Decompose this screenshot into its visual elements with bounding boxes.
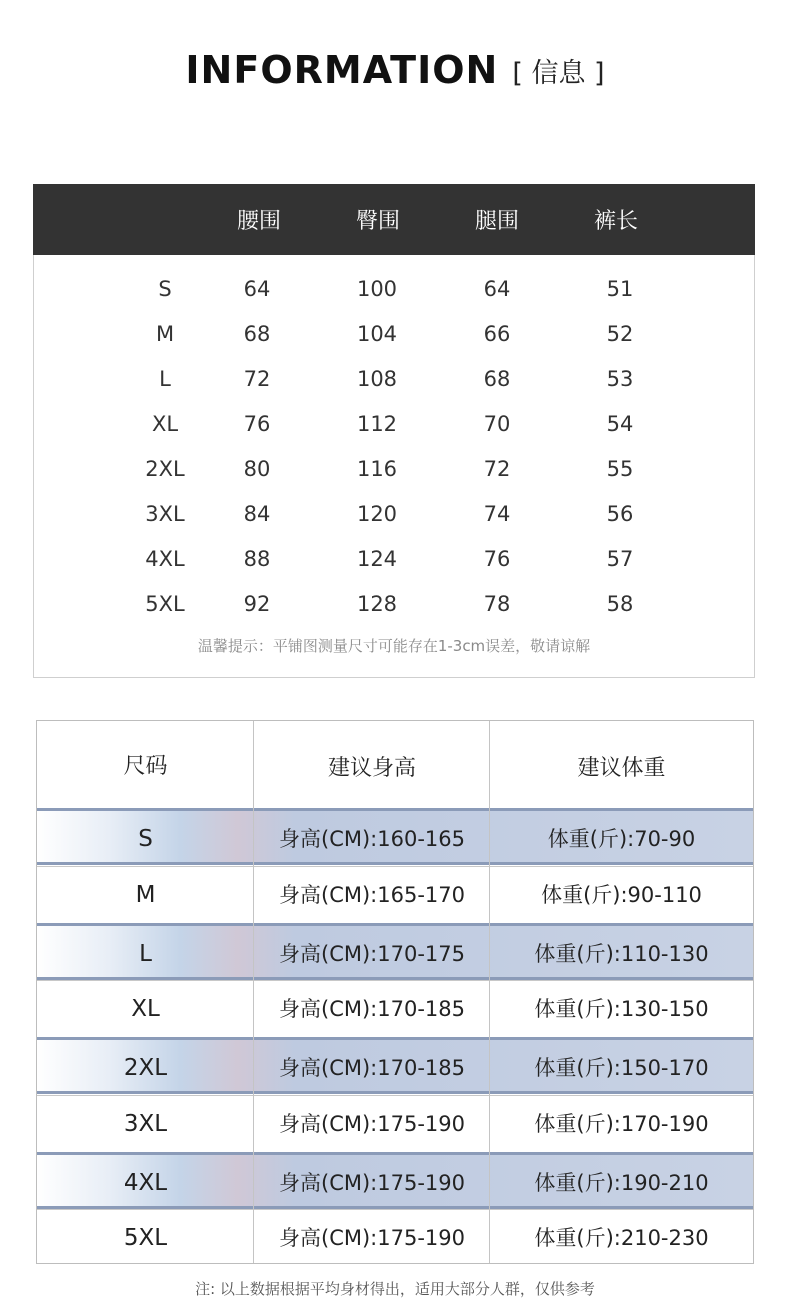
table-cell: 64 [483,277,511,301]
table-row [37,1095,753,1152]
table-cell: 120 [356,502,398,526]
size-label: 4XL [123,1170,168,1196]
height-cell: 身高(CM):175-190 [279,1112,465,1136]
table-cell: 88 [243,547,271,571]
measurement-note: 温馨提示：平铺图测量尺寸可能存在1-3cm误差，敬请谅解 [197,637,591,655]
table-row [34,497,754,531]
table-cell: 53 [606,367,634,391]
table-cell: 74 [483,502,511,526]
column-divider [253,721,254,1263]
table-row [37,1037,753,1094]
table-cell: 70 [483,412,511,436]
height-cell: 身高(CM):175-190 [279,1171,465,1195]
column-header-hip: 臀围 [355,209,400,234]
size-label: M [135,882,156,908]
table-cell: 52 [606,322,634,346]
height-cell: 身高(CM):170-175 [279,942,465,966]
table-row [37,980,753,1037]
weight-cell: 体重(斤):110-130 [534,942,709,966]
table-row [37,923,753,980]
table-cell: 68 [243,322,271,346]
weight-cell: 体重(斤):170-190 [534,1112,709,1136]
size-label: 3XL [123,1111,168,1137]
weight-cell: 体重(斤):130-150 [534,997,709,1021]
height-cell: 身高(CM):165-170 [279,883,465,907]
table-row [34,317,754,351]
table-row [37,808,753,865]
table-cell: 80 [243,457,271,481]
table-cell: 76 [243,412,271,436]
table-cell: 56 [606,502,634,526]
title-english: INFORMATION [185,48,499,92]
table-cell: 54 [606,412,634,436]
table-cell: 76 [483,547,511,571]
table-row [34,542,754,576]
table-cell: 72 [483,457,511,481]
table-cell: 128 [356,592,398,616]
table-row [37,1152,753,1209]
size-label: L [139,941,152,967]
table-row [34,362,754,396]
column-header-thigh: 腿围 [474,209,519,234]
weight-cell: 体重(斤):150-170 [534,1056,709,1080]
table-row [34,272,754,306]
size-label: L [159,367,171,391]
fit-guide-note: 注: 以上数据根据平均身材得出，适用大部分人群，仅供参考 [195,1280,595,1298]
column-header-weight: 建议体重 [577,756,666,781]
size-table-header [33,184,755,255]
weight-cell: 体重(斤):210-230 [534,1226,709,1250]
table-row [37,1209,753,1263]
size-label: S [158,277,172,301]
table-cell: 108 [356,367,398,391]
column-header-size: 尺码 [123,754,168,779]
size-measurement-table [33,184,755,678]
height-cell: 身高(CM):170-185 [279,1056,465,1080]
table-row [34,407,754,441]
page-title [0,48,790,92]
table-cell: 72 [243,367,271,391]
table-cell: 84 [243,502,271,526]
table-cell: 55 [606,457,634,481]
table-cell: 68 [483,367,511,391]
table-cell: 58 [606,592,634,616]
table-cell: 124 [356,547,398,571]
weight-cell: 体重(斤):70-90 [547,827,696,851]
table-cell: 66 [483,322,511,346]
size-label: 4XL [145,547,185,571]
table-cell: 78 [483,592,511,616]
table-cell: 92 [243,592,271,616]
size-label: XL [151,412,179,436]
table-row [37,866,753,923]
table-cell: 57 [606,547,634,571]
weight-cell: 体重(斤):90-110 [541,883,702,907]
size-label: 2XL [145,457,185,481]
column-divider [489,721,490,1263]
table-row [34,587,754,621]
table-cell: 51 [606,277,634,301]
table-cell: 116 [356,457,398,481]
table-row [34,452,754,486]
size-label: 3XL [145,502,185,526]
height-cell: 身高(CM):160-165 [279,827,465,851]
table-cell: 64 [243,277,271,301]
column-header-waist: 腰围 [236,209,281,234]
fit-guide-table [36,720,754,1264]
column-header-length: 裤长 [593,209,638,234]
weight-cell: 体重(斤):190-210 [534,1171,709,1195]
table-cell: 100 [356,277,398,301]
height-cell: 身高(CM):175-190 [279,1226,465,1250]
column-header-height: 建议身高 [327,756,416,781]
size-label: XL [131,996,160,1022]
table-cell: 104 [356,322,398,346]
height-cell: 身高(CM):170-185 [279,997,465,1021]
size-label: S [138,826,153,852]
size-label: 2XL [123,1055,168,1081]
size-label: M [155,322,175,346]
size-label: 5XL [123,1225,168,1251]
title-chinese: [ 信息 ] [512,57,605,89]
table-cell: 112 [356,412,398,436]
size-label: 5XL [145,592,185,616]
